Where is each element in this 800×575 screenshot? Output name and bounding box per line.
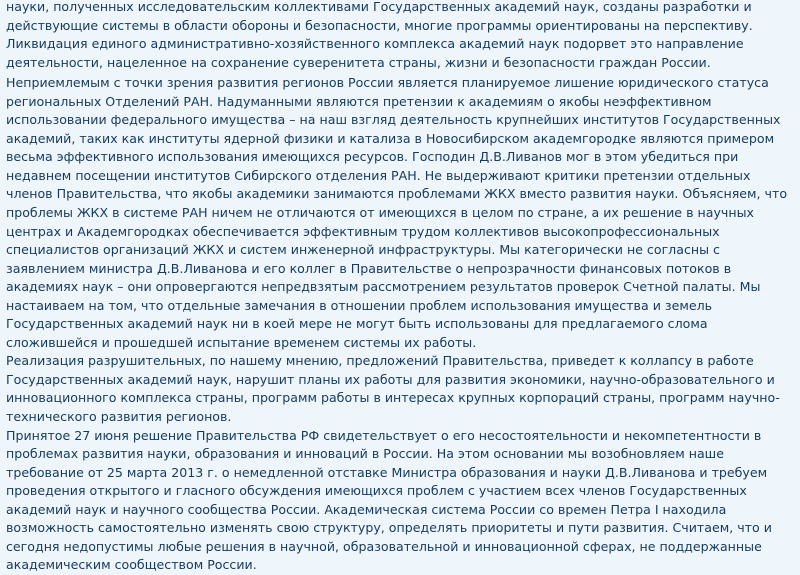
paragraph-4: Принятое 27 июня решение Правительства РФ свидетельствует о его несостоятельности и некомпетентности в проблемах развития науки, образования и инноваций в России. На этом основании мы возобновляем наше требование от 25 марта 2013 г. о немедленной отставке Министра образования и науки Д.В.Ливанова и требуем проведения открытого и гласного обсуждения имеющихся проблем с участием всех членов Государственных академий наук и научного сообщества России. Академическая система России со времен Петра I находила возможность самостоятельно изменять свою структуру, определять приоритеты и пути развития. Считаем, что и сегодня недопустимы любые решения в научной, образовательной и инновационной сферах, не поддержанные академическим сообществом России. — [6, 427, 772, 573]
paragraph-1: науки, полученных исследовательским коллективами Государственных академий наук, созданы разработки и действующие системы в области обороны и безопасности, многие программы ориентированы на перспективу. Ликвидация единого административно-хозяйственного комплекса академий наук подорвет это направление деятельности, нацеленное на сохранение суверенитета страны, жизни и безопасности граждан России. — [6, 0, 753, 70]
article-text — [6, 0, 796, 575]
paragraph-2: Неприемлемым с точки зрения развития регионов России является планируемое лишение юридического статуса региональных Отделений РАН. Надуманными являются претензии к академиям о якобы неэффективном использовании федерального имущества – на наш взгляд деятельность крупнейших институтов Государственных академий, таких как институты ядерной физики и катализа в Новосибирском академгородке являются примером весьма эффективного использования имеющихся ресурсов. Господин Д.В.Ливанов мог в этом убедиться при недавнем посещении институтов Сибирского отделения РАН. Не выдерживают критики претензии отдельных членов Правительства, что якобы академики занимаются проблемами ЖКХ вместо развития науки. Объясняем, что проблемы ЖКХ в системе РАН ничем не отличаются от имеющихся в целом по стране, а их решение в научных центрах и Академгородках обеспечивается эффективным трудом коллективов высокопрофессиональных специалистов организаций ЖКХ и систем инженерной инфраструктуры. Мы категорически не согласны с заявлением министра Д.В.Ливанова и его коллег в Правительстве о непрозрачности финансовых потоков в академиях наук – они опровергаются непредвзятым рассмотрением результатов проверок Счетной палаты. Мы настаиваем на том, что отдельные замечания в отношении проблем использования имущества и земель Государственных академий наук ни в коей мере не могут быть использованы для предлагаемого слома сложившейся и прошедшей испытание временем системы их работы. — [6, 75, 788, 350]
paragraph-3: Реализация разрушительных, по нашему мнению, предложений Правительства, приведет к коллапсу в работе Государственных академий наук, нарушит планы их работы для развития экономики, научно-образовательного и инновационного комплекса страны, программ работы в интересах крупных корпораций страны, программ научно-технического развития регионов. — [6, 353, 780, 425]
